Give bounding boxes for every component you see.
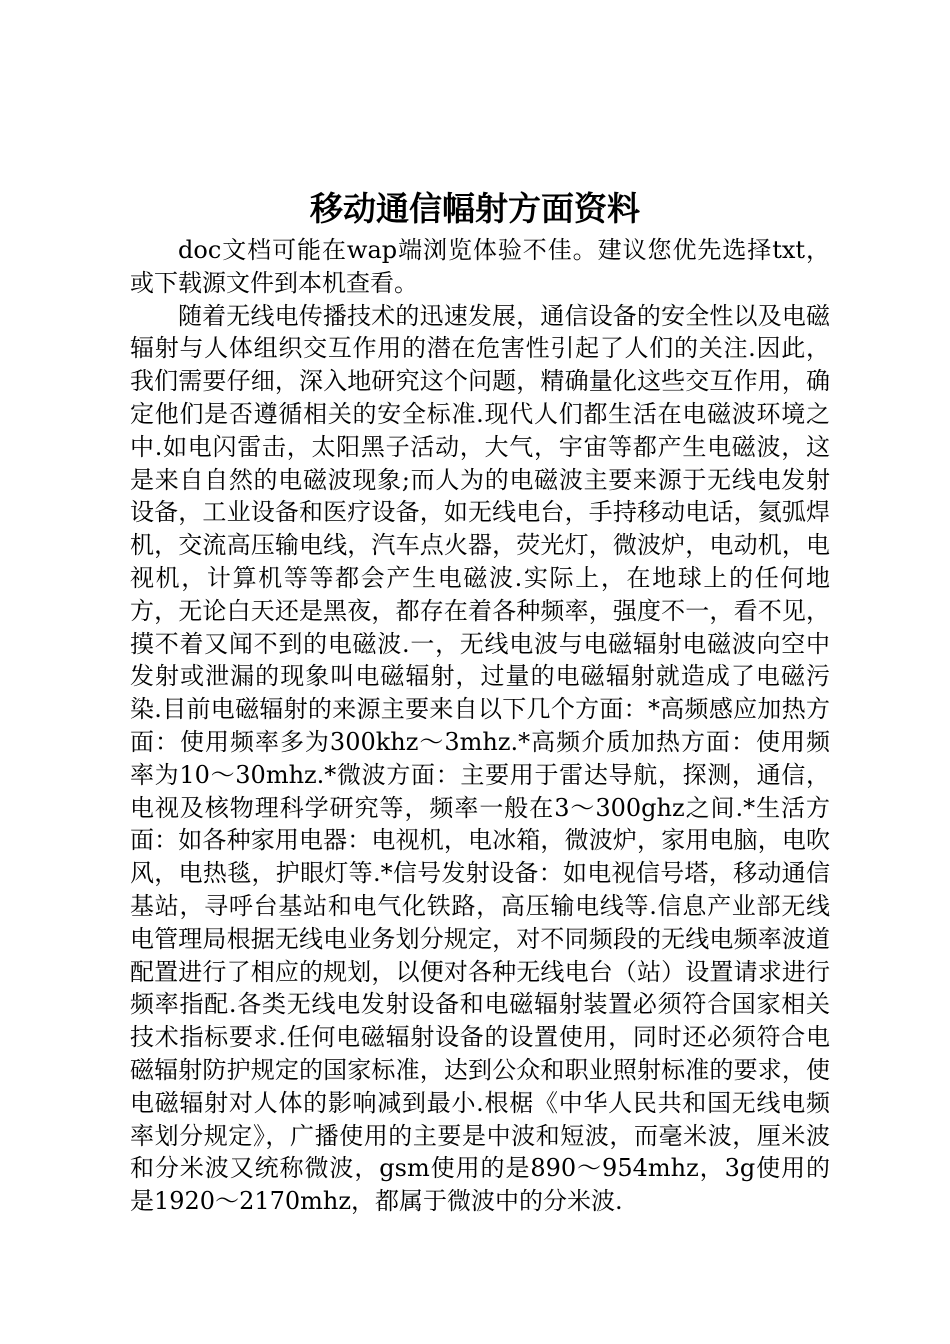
document-body xyxy=(130,234,830,1218)
document-title: 移动通信幅射方面资料 xyxy=(310,189,640,228)
body-paragraph: 随着无线电传播技术的迅速发展，通信设备的安全性以及电磁辐射与人体组织交互作用的潜在危害性引起了人们的关注.因此，我们需要仔细，深入地研究这个问题，精确量化这些交互作用，确定他们是否遵循相关的安全标准.现代人们都生活在电磁波环境之中.如电闪雷击，太阳黑子活动，大气，宇宙等都产生电磁波，这是来自自然的电磁波现象;而人为的电磁波主要来源于无线电发射设备，工业设备和医疗设备，如无线电台，手持移动电话，氦弧焊机，交流高压输电线，汽车点火器，荧光灯，微波炉，电动机，电视机，计算机等等都会产生电磁波.实际上，在地球上的任何地方，无论白天还是黑夜，都存在着各种频率，强度不一，看不见，摸不着又闻不到的电磁波.一，无线电波与电磁辐射电磁波向空中发射或泄漏的现象叫电磁辐射，过量的电磁辐射就造成了电磁污染.目前电磁辐射的来源主要来自以下几个方面：*高频感应加热方面：使用频率多为300khz～3mhz.*高频介质加热方面：使用频率为10～30mhz.*微波方面：主要用于雷达导航，探测，通信，电视及核物理科学研究等，频率一般在3～300ghz之间.*生活方面：如各种家用电器：电视机，电冰箱，微波炉，家用电脑，电吹风，电热毯，护眼灯等.*信号发射设备：如电视信号塔，移动通信基站，寻呼台基站和电气化铁路，高压输电线等.信息产业部无线电管理局根据无线电业务划分规定，对不同频段的无线电频率波道配置进行了相应的规划，以便对各种无线电台（站）设置请求进行频率指配.各类无线电发射设备和电磁辐射装置必须符合国家相关技术指标要求.任何电磁辐射设备的设置使用，同时还必须符合电磁辐射防护规定的国家标准，达到公众和职业照射标准的要求，使电磁辐射对人体的影响减到最小.根椐《中华人民共和国无线电频率划分规定》，广播使用的主要是中波和短波，而毫米波，厘米波和分米波又统称微波，gsm使用的是890～954mhz，3g使用的是1920～2170mhz，都属于微波中的分米波. xyxy=(130,301,830,1216)
notice-paragraph: doc文档可能在wap端浏览体验不佳。建议您优先选择txt，或下载源文件到本机查看。 xyxy=(130,236,830,297)
